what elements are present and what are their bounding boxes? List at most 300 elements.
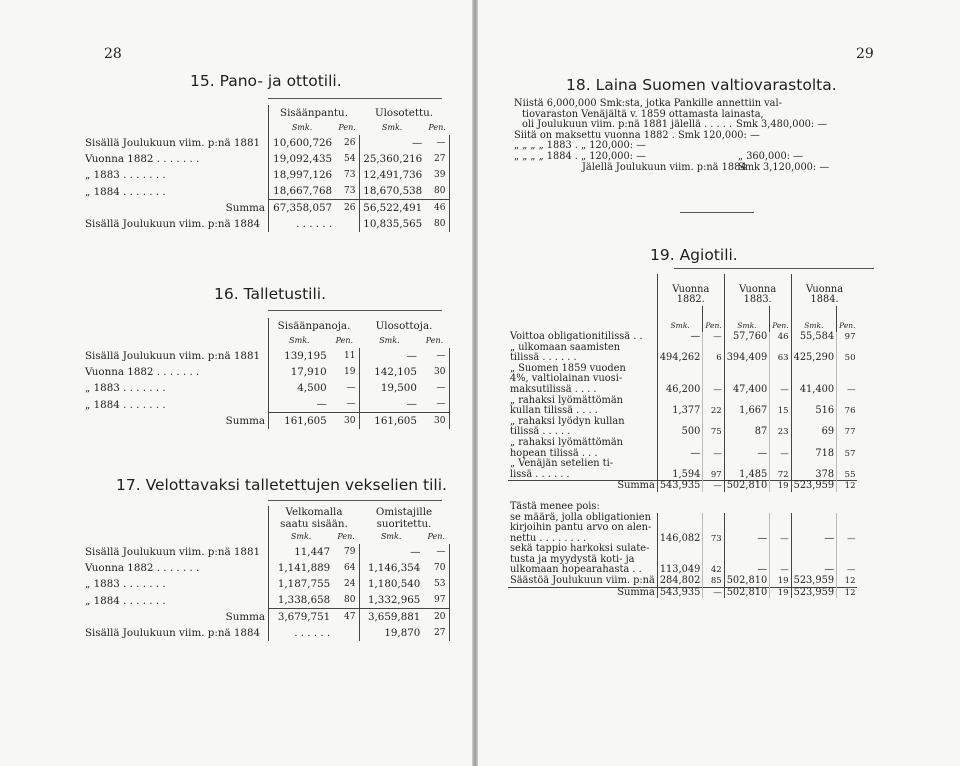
- row-label: tilissä . . . . .: [510, 426, 571, 438]
- year-1882-header: Vuonna 1882.: [657, 274, 724, 306]
- row-label: „ 1883 . . . . . . .: [85, 382, 166, 394]
- amount-markka: 113,049: [657, 565, 703, 576]
- amount-penni: 77: [837, 427, 858, 438]
- amount-markka: [791, 513, 837, 524]
- out-amount: —: [410, 546, 421, 558]
- amount-markka: 1,377: [657, 406, 703, 417]
- s18-line: Niistä 6,000,000 Smk:sta, jotka Pankille annettiin val-: [514, 98, 782, 109]
- out-amount: 1,146,354: [367, 562, 421, 574]
- amount-penni: [770, 544, 791, 555]
- out-amount: 19,870: [384, 627, 421, 639]
- out-penni: 46: [425, 200, 449, 217]
- amount-markka: 47,400: [724, 385, 770, 396]
- amount-penni: 50: [837, 353, 858, 364]
- in-penni: 11: [330, 348, 359, 364]
- amount-penni: [837, 459, 858, 470]
- unit-markka: Smk.: [657, 306, 703, 332]
- row-label: „ 1883 . . . . . . .: [85, 169, 166, 181]
- section-16-title: 16. Talletustili.: [214, 285, 327, 303]
- unit-penni: Pen.: [338, 123, 356, 132]
- amount-markka: [657, 513, 703, 524]
- amount-markka: [657, 364, 703, 375]
- amount-markka: [657, 438, 703, 449]
- amount-markka: —: [724, 534, 770, 545]
- in-amount: 10,600,726: [269, 135, 336, 151]
- section-19-title: 19. Agiotili.: [650, 246, 738, 264]
- out-amount: 142,105: [374, 366, 417, 378]
- in-penni: [333, 625, 359, 641]
- amount-markka: 500: [657, 427, 703, 438]
- amount-markka: 55,584: [791, 332, 837, 343]
- amount-penni: [703, 459, 724, 470]
- out-penni: 70: [423, 560, 449, 576]
- amount-penni: [837, 417, 858, 428]
- amount-penni: —: [770, 534, 791, 545]
- right-page: [478, 0, 960, 766]
- page-number-left: 28: [104, 46, 122, 62]
- unit-markka: Smk.: [269, 530, 334, 544]
- row-label: Summa: [508, 587, 657, 598]
- row-label: Summa: [225, 415, 265, 427]
- out-penni: 27: [423, 625, 449, 641]
- year-header-row: [508, 274, 857, 306]
- amount-markka: 87: [724, 427, 770, 438]
- amount-penni: [837, 513, 858, 524]
- out-amount: 56,522,491: [359, 200, 425, 217]
- amount-markka: 502,810: [724, 481, 770, 492]
- in-penni: 26: [335, 135, 359, 151]
- table-row: [82, 396, 449, 413]
- amount-penni: 73: [703, 534, 724, 545]
- amount-markka: —: [724, 449, 770, 460]
- section-15-title: 15. Pano- ja ottotili.: [190, 72, 342, 90]
- row-label: „ Suomen 1859 vuoden: [510, 362, 626, 374]
- unit-row: [82, 121, 449, 135]
- amount-penni: [703, 523, 724, 534]
- s18-line: Jälellä Joulukuun viim. p:nä 1884: [582, 161, 747, 173]
- table-row: [508, 332, 857, 343]
- section-15-rule: [268, 98, 442, 99]
- amount-markka: 394,409: [724, 353, 770, 364]
- section-18-text: [514, 99, 829, 173]
- row-label: hopean tilissä . . .: [510, 447, 598, 459]
- amount-penni: —: [703, 481, 724, 492]
- amount-penni: [703, 417, 724, 428]
- amount-markka: [657, 544, 703, 555]
- amount-penni: [703, 396, 724, 407]
- row-label: Summa: [225, 202, 265, 214]
- deduction-title: Tästä menee pois:: [510, 500, 600, 512]
- section-17-rule: [268, 500, 442, 501]
- amount-markka: 502,810: [724, 587, 770, 598]
- table-row: [508, 385, 857, 396]
- amount-penni: 19: [770, 576, 791, 587]
- section-19-rule: [674, 268, 874, 269]
- row-label: se määrä, jolla obligationien: [510, 511, 651, 523]
- unit-markka: Smk.: [379, 336, 400, 345]
- row-label: „ rahaksi lyödyn kullan: [510, 415, 625, 427]
- amount-penni: 46: [770, 332, 791, 343]
- row-label: Sisällä Joulukuun viim. p:nä 1884: [85, 627, 261, 639]
- row-label: Vuonna 1882 . . . . . . .: [85, 366, 200, 378]
- row-label: tusta ja myydystä koti- ja: [510, 553, 635, 565]
- section-18-rule: [680, 212, 754, 213]
- in-penni: 80: [333, 592, 359, 609]
- section-17-title: 17. Velottavaksi talletettujen vekselien tili.: [116, 476, 447, 494]
- amount-markka: 523,959: [791, 576, 837, 587]
- in-amount: 1,338,658: [269, 592, 334, 609]
- amount-penni: —: [703, 385, 724, 396]
- amount-markka: 284,802: [657, 576, 703, 587]
- in-penni: 47: [333, 609, 359, 626]
- section-18-title: 18. Laina Suomen valtiovarastolta.: [566, 76, 837, 94]
- amount-penni: [837, 343, 858, 354]
- in-amount: 161,605: [269, 413, 330, 430]
- row-label: „ rahaksi lyömättömän: [510, 394, 623, 406]
- in-amount: 1,141,889: [269, 560, 334, 576]
- in-penni: 26: [335, 200, 359, 217]
- unit-penni: Pen.: [335, 336, 354, 345]
- unit-penni: Pen.: [428, 123, 446, 132]
- row-label: Sisällä Joulukuun viim. p:nä 1881: [85, 137, 261, 149]
- s18-line: Siitä on maksettu vuonna 1882 . Smk 120,000: —: [514, 129, 760, 141]
- in-amount: 1,187,755: [269, 576, 334, 592]
- out-amount: 1,332,965: [367, 594, 421, 606]
- unit-markka: Smk.: [269, 121, 336, 135]
- s18-amount: Smk 3,480,000: —: [736, 119, 828, 131]
- amount-markka: —: [791, 534, 837, 545]
- row-label: kirjoihin pantu arvo on alen-: [510, 522, 652, 534]
- amount-penni: [770, 459, 791, 470]
- amount-penni: —: [770, 385, 791, 396]
- row-label: maksutilissä . . . .: [510, 383, 597, 395]
- amount-penni: —: [703, 587, 724, 598]
- unit-markka: Smk.: [380, 532, 402, 541]
- row-label: Vuonna 1882 . . . . . . .: [85, 153, 200, 165]
- in-penni: 64: [333, 560, 359, 576]
- amount-penni: [770, 374, 791, 385]
- unit-penni: Pen.: [425, 336, 444, 345]
- amount-markka: [724, 513, 770, 524]
- amount-penni: [770, 343, 791, 354]
- row-label: „ 1884 . . . . . . .: [85, 398, 166, 411]
- col-in-header: Velkomalla saatu sisään.: [269, 506, 360, 530]
- out-penni: —: [420, 348, 449, 364]
- amount-penni: —: [837, 534, 858, 545]
- unit-row: [508, 306, 857, 332]
- amount-penni: 12: [837, 576, 858, 587]
- amount-penni: 55: [837, 470, 858, 481]
- s18-line: oli Joulukuun viim. p:nä 1881 jälellä . . . . .: [522, 119, 733, 131]
- out-amount: 19,500: [380, 382, 417, 394]
- row-label: „ Venäjän setelien ti-: [510, 458, 614, 470]
- in-amount: 18,997,126: [269, 167, 336, 183]
- out-amount: 10,835,565: [363, 218, 423, 230]
- table-header-row: [82, 506, 449, 530]
- amount-penni: [770, 417, 791, 428]
- table-row: [82, 151, 449, 167]
- amount-penni: [837, 544, 858, 555]
- amount-penni: —: [770, 565, 791, 576]
- in-amount: 18,667,768: [269, 183, 336, 200]
- in-amount: . . . . . .: [269, 625, 334, 641]
- amount-penni: [703, 364, 724, 375]
- out-penni: 39: [425, 167, 449, 183]
- out-amount: 18,670,538: [363, 185, 423, 197]
- amount-penni: [703, 438, 724, 449]
- amount-markka: 69: [791, 427, 837, 438]
- amount-penni: [770, 523, 791, 534]
- amount-markka: 146,082: [657, 534, 703, 545]
- out-penni: 30: [420, 413, 449, 430]
- in-penni: 30: [330, 413, 359, 430]
- amount-penni: [703, 343, 724, 354]
- amount-markka: 543,935: [657, 587, 703, 598]
- in-penni: 19: [330, 364, 359, 380]
- in-penni: 73: [335, 167, 359, 183]
- out-penni: —: [425, 135, 449, 151]
- amount-markka: 1,485: [724, 470, 770, 481]
- amount-penni: 19: [770, 587, 791, 598]
- amount-penni: [770, 364, 791, 375]
- out-penni: 30: [420, 364, 449, 380]
- table-header-row: [82, 105, 449, 121]
- amount-penni: —: [703, 449, 724, 460]
- in-penni: 24: [333, 576, 359, 592]
- s18-line: „ „ „ „ 1884 . „ 120,000: —: [514, 150, 646, 162]
- amount-penni: [703, 513, 724, 524]
- amount-penni: [703, 544, 724, 555]
- out-amount: —: [406, 398, 417, 410]
- out-amount: —: [406, 350, 417, 362]
- out-penni: 80: [425, 216, 449, 232]
- section-15-table: [82, 105, 450, 232]
- in-penni: [335, 216, 359, 232]
- out-amount: 161,605: [359, 413, 420, 430]
- amount-penni: —: [837, 565, 858, 576]
- unit-markka: Smk.: [269, 334, 330, 348]
- out-penni: —: [423, 544, 449, 560]
- unit-row: [82, 530, 449, 544]
- amount-markka: 378: [791, 470, 837, 481]
- row-label: Säästöä Joulukuun viim. p:nä: [510, 575, 655, 587]
- table-row: [82, 609, 449, 626]
- table-row: [82, 200, 449, 217]
- row-label: Summa: [225, 611, 265, 623]
- s18-amount: „ 360,000: —: [738, 150, 803, 162]
- year-1884-header: Vuonna 1884.: [791, 274, 857, 306]
- table-row: [82, 135, 449, 151]
- s18-line: „ „ „ „ 1883 . „ 120,000: —: [514, 140, 646, 152]
- section-19-table: [508, 274, 857, 598]
- amount-penni: [770, 513, 791, 524]
- amount-markka: —: [724, 565, 770, 576]
- unit-markka: Smk.: [791, 306, 837, 332]
- amount-penni: [770, 438, 791, 449]
- in-amount: —: [269, 396, 330, 413]
- amount-markka: [724, 438, 770, 449]
- unit-markka: Smk.: [724, 306, 770, 332]
- table-row: [508, 481, 857, 492]
- in-amount: . . . . . .: [269, 216, 336, 232]
- col-in-header: Sisäänpantu.: [269, 105, 360, 121]
- row-label: ulkomaan hopearahasta . .: [510, 564, 642, 576]
- out-penni: 97: [423, 592, 449, 609]
- amount-penni: 22: [703, 406, 724, 417]
- amount-markka: 46,200: [657, 385, 703, 396]
- amount-markka: 494,262: [657, 353, 703, 364]
- in-amount: 4,500: [269, 380, 330, 396]
- amount-markka: [724, 364, 770, 375]
- section-16-rule: [268, 310, 442, 311]
- out-amount: 12,491,736: [363, 169, 423, 181]
- table-row: [82, 380, 449, 396]
- unit-penni: Pen.: [770, 306, 791, 332]
- row-label: nettu . . . . . . . .: [510, 532, 587, 544]
- amount-markka: 543,935: [657, 481, 703, 492]
- row-label: tilissä . . . . . .: [510, 352, 577, 364]
- row-label: „ 1884 . . . . . . .: [85, 594, 166, 607]
- table-row: [82, 167, 449, 183]
- row-label: Sisällä Joulukuun viim. p:nä 1881: [85, 546, 261, 558]
- amount-penni: —: [837, 385, 858, 396]
- unit-markka: Smk.: [381, 123, 403, 132]
- amount-penni: 12: [837, 587, 858, 598]
- amount-penni: 23: [770, 427, 791, 438]
- amount-markka: 523,959: [791, 587, 837, 598]
- out-penni: —: [420, 396, 449, 413]
- amount-penni: [770, 396, 791, 407]
- amount-penni: 75: [703, 427, 724, 438]
- table-row: [82, 413, 449, 430]
- amount-penni: [837, 523, 858, 534]
- table-row: [508, 438, 857, 449]
- in-amount: 67,358,057: [269, 200, 336, 217]
- amount-markka: [791, 438, 837, 449]
- amount-penni: 97: [837, 332, 858, 343]
- amount-penni: —: [703, 332, 724, 343]
- in-amount: 11,447: [269, 544, 334, 560]
- amount-penni: 15: [770, 406, 791, 417]
- amount-markka: [791, 544, 837, 555]
- amount-markka: 41,400: [791, 385, 837, 396]
- table-header-row: [82, 318, 449, 334]
- amount-penni: 97: [703, 470, 724, 481]
- in-amount: 19,092,435: [269, 151, 336, 167]
- amount-penni: [770, 555, 791, 566]
- row-label: kullan tilissä . . . .: [510, 405, 598, 417]
- table-row: [82, 183, 449, 200]
- row-label: „ rahaksi lyömättömän: [510, 436, 623, 448]
- amount-penni: 57: [837, 449, 858, 460]
- amount-penni: —: [770, 449, 791, 460]
- out-penni: —: [420, 380, 449, 396]
- amount-penni: 63: [770, 353, 791, 364]
- deduction-title-row: [508, 492, 857, 513]
- amount-markka: —: [657, 449, 703, 460]
- table-row: [82, 576, 449, 592]
- unit-penni: Pen.: [837, 306, 858, 332]
- out-penni: 20: [423, 609, 449, 626]
- amount-markka: —: [657, 332, 703, 343]
- out-amount: 3,659,881: [359, 609, 423, 626]
- table-row: [82, 216, 449, 232]
- amount-penni: 85: [703, 576, 724, 587]
- amount-markka: 718: [791, 449, 837, 460]
- amount-markka: 1,667: [724, 406, 770, 417]
- row-label: Voittoa obligationitilissä . .: [510, 331, 643, 342]
- in-penni: 79: [333, 544, 359, 560]
- table-row: [82, 625, 449, 641]
- amount-penni: 42: [703, 565, 724, 576]
- amount-penni: 6: [703, 353, 724, 364]
- amount-penni: 19: [770, 481, 791, 492]
- amount-markka: 523,959: [791, 481, 837, 492]
- in-amount: 139,195: [269, 348, 330, 364]
- unit-penni: Pen.: [337, 532, 355, 541]
- row-label: „ ulkomaan saamisten: [510, 341, 621, 353]
- amount-penni: [837, 364, 858, 375]
- out-amount: 1,180,540: [367, 578, 421, 590]
- row-label: Sisällä Joulukuun viim. p:nä 1884: [85, 218, 261, 230]
- out-penni: 80: [425, 183, 449, 200]
- row-label: sekä tappio harkoksi sulate-: [510, 543, 650, 555]
- out-penni: 53: [423, 576, 449, 592]
- amount-penni: [703, 555, 724, 566]
- amount-markka: 502,810: [724, 576, 770, 587]
- amount-penni: [703, 374, 724, 385]
- unit-row: [82, 334, 449, 348]
- table-row: [508, 576, 857, 587]
- out-amount: —: [411, 137, 423, 149]
- amount-penni: [837, 396, 858, 407]
- amount-markka: 1,594: [657, 470, 703, 481]
- unit-penni: Pen.: [703, 306, 724, 332]
- year-1883-header: Vuonna 1883.: [724, 274, 791, 306]
- s18-amount: Smk 3,120,000: —: [738, 161, 830, 173]
- amount-markka: 425,290: [791, 353, 837, 364]
- table-row: [508, 587, 857, 598]
- in-penni: 54: [335, 151, 359, 167]
- amount-markka: 57,760: [724, 332, 770, 343]
- in-amount: 17,910: [269, 364, 330, 380]
- section-17-table: [82, 506, 450, 641]
- col-out-header: Ulosotettu.: [374, 107, 434, 119]
- row-label: Summa: [508, 481, 657, 492]
- amount-markka: [791, 364, 837, 375]
- s18-line: tiovaraston Venäjältä v. 1859 ottamasta lainasta,: [522, 108, 764, 120]
- out-penni: 27: [425, 151, 449, 167]
- table-row: [82, 592, 449, 609]
- in-penni: 73: [335, 183, 359, 200]
- row-label: Vuonna 1882 . . . . . . .: [85, 562, 200, 574]
- amount-penni: [837, 374, 858, 385]
- table-row: [82, 560, 449, 576]
- col-in-header: Sisäänpanoja.: [269, 318, 360, 334]
- amount-markka: [724, 544, 770, 555]
- row-label: „ 1883 . . . . . . .: [85, 578, 166, 590]
- row-label: lissä . . . . . .: [510, 468, 570, 480]
- row-label: „ 1884 . . . . . . .: [85, 185, 166, 198]
- amount-penni: 72: [770, 470, 791, 481]
- amount-markka: —: [791, 565, 837, 576]
- page-number-right: 29: [856, 46, 874, 62]
- row-label: 4%, valtiolainan vuosi-: [510, 373, 623, 385]
- in-amount: 3,679,751: [269, 609, 334, 626]
- amount-penni: 12: [837, 481, 858, 492]
- amount-penni: [837, 438, 858, 449]
- amount-penni: [837, 555, 858, 566]
